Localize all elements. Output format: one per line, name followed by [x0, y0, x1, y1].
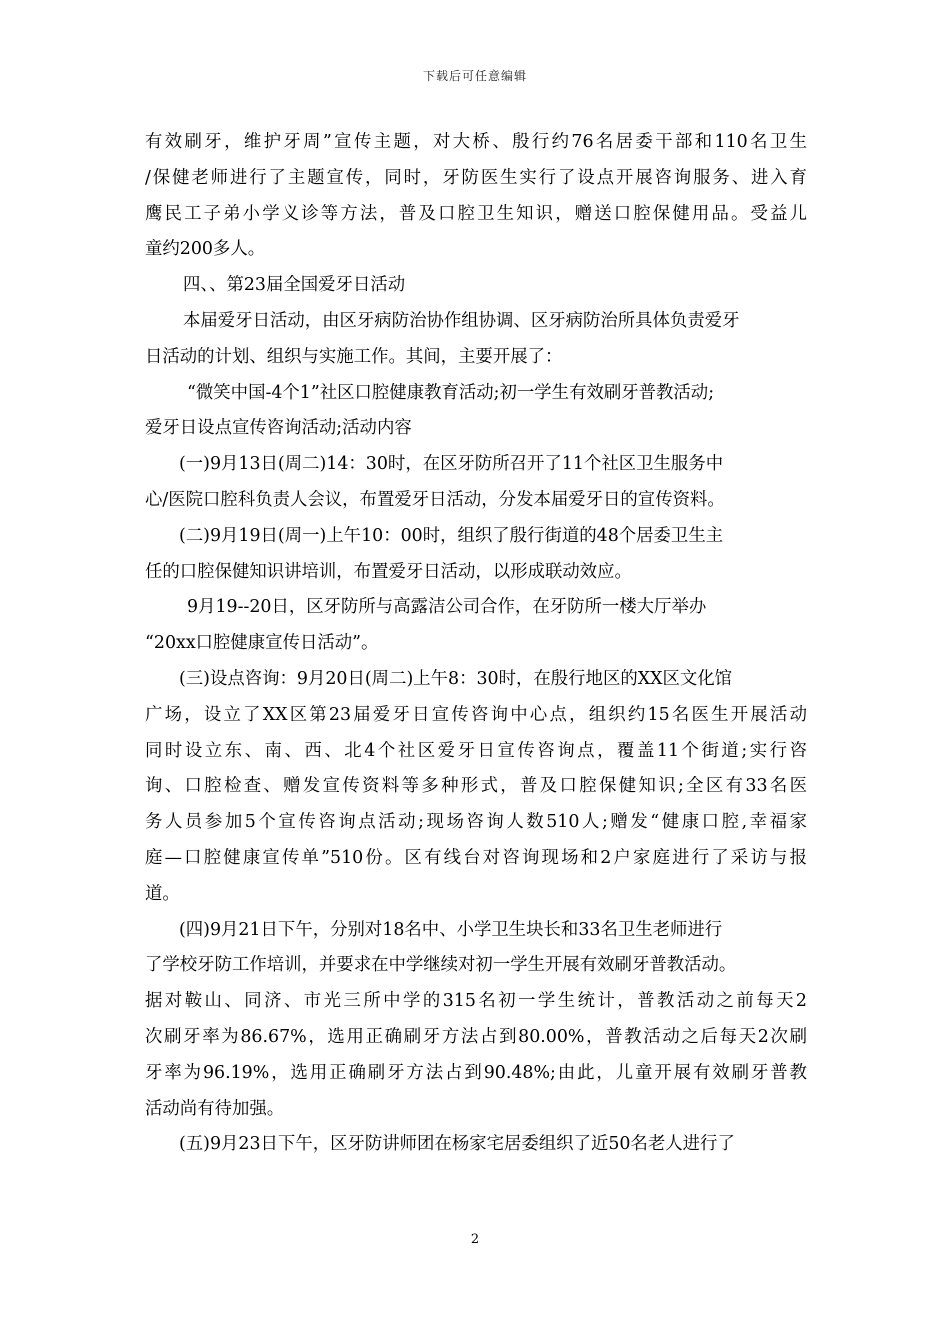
text-line: 四、、第23届全国爱牙日活动 [183, 275, 406, 296]
text-line: 心/医院口腔科负责人会议，布置爱牙日活动，分发本届爱牙日的宣传资料。 [145, 489, 725, 510]
text-line: 任的口腔保健知识讲培训，布置爱牙日活动，以形成联动效应。 [145, 561, 632, 582]
text-line: 次刷牙率为86.67%，选用正确刷牙方法占到80.00%，普教活动之后每天2次刷 [145, 1026, 807, 1047]
text-line: 道。 [145, 883, 180, 904]
text-line: “微笑中国-4个1”社区口腔健康教育活动;初一学生有效刷牙普教活动; [187, 382, 715, 403]
text-line: 牙率为96.19%，选用正确刷牙方法占到90.48%;由此，儿童开展有效刷牙普教 [145, 1062, 807, 1083]
text-line: 9月19--20日，区牙防所与高露洁公司合作，在牙防所一楼大厅举办 [187, 597, 707, 618]
text-line: 日活动的计划、组织与实施工作。其间，主要开展了： [145, 346, 563, 367]
text-line: 广场，设立了XX区第23届爱牙日宣传咨询中心点，组织约15名医生开展活动 [145, 704, 807, 725]
page-header: 下载后可任意编辑 [422, 69, 527, 83]
text-line: 活动尚有待加强。 [145, 1098, 285, 1119]
text-line: 询、口腔检查、赠发宣传资料等多种形式，普及口腔保健知识;全区有33名医 [145, 776, 807, 797]
text-line: 爱牙日设点宣传咨询活动;活动内容 [145, 418, 412, 439]
text-line: /保健老师进行了主题宣传，同时，牙防医生实行了设点开展咨询服务、进入育 [145, 167, 807, 188]
text-line: 童约200多人。 [145, 239, 266, 260]
text-line: 鹰民工子弟小学义诊等方法，普及口腔卫生知识，赠送口腔保健用品。受益儿 [145, 203, 807, 224]
text-line: 据对鞍山、同济、市光三所中学的315名初一学生统计，普教活动之前每天2 [145, 991, 807, 1012]
page-number: 2 [470, 1232, 480, 1247]
text-line: (四)9月21日下午，分别对18名中、小学卫生块长和33名卫生老师进行 [179, 919, 723, 940]
text-line: (一)9月13日(周二)14：30时，在区牙防所召开了11个社区卫生服务中 [179, 454, 724, 475]
text-line: 有效刷牙，维护牙周”宣传主题，对大桥、殷行约76名居委干部和110名卫生 [145, 132, 807, 152]
text-line: 了学校牙防工作培训，并要求在中学继续对初一学生开展有效刷牙普教活动。 [145, 955, 737, 976]
text-line: 本届爱牙日活动，由区牙病防治协作组协调、区牙病防治所具体负责爱牙 [183, 310, 740, 331]
text-line: “20xx口腔健康宣传日活动”。 [145, 633, 379, 654]
text-line: (三)设点咨询：9月20日(周二)上午8：30时，在殷行地区的XX区文化馆 [179, 668, 733, 689]
text-line: (五)9月23日下午，区牙防讲师团在杨家宅居委组织了近50名老人进行了 [179, 1134, 735, 1155]
text-line: 庭—口腔健康宣传单”510份。区有线台对咨询现场和2户家庭进行了采访与报 [145, 847, 807, 868]
text-line: 务人员参加5个宣传咨询点活动;现场咨询人数510人;赠发“健康口腔,幸福家 [145, 812, 807, 833]
text-line: 同时设立东、南、西、北4个社区爱牙日宣传咨询点，覆盖11个街道;实行咨 [145, 740, 807, 761]
document-body [145, 125, 807, 1163]
text-line: (二)9月19日(周一)上午10：00时，组织了殷行街道的48个居委卫生主 [179, 525, 724, 546]
